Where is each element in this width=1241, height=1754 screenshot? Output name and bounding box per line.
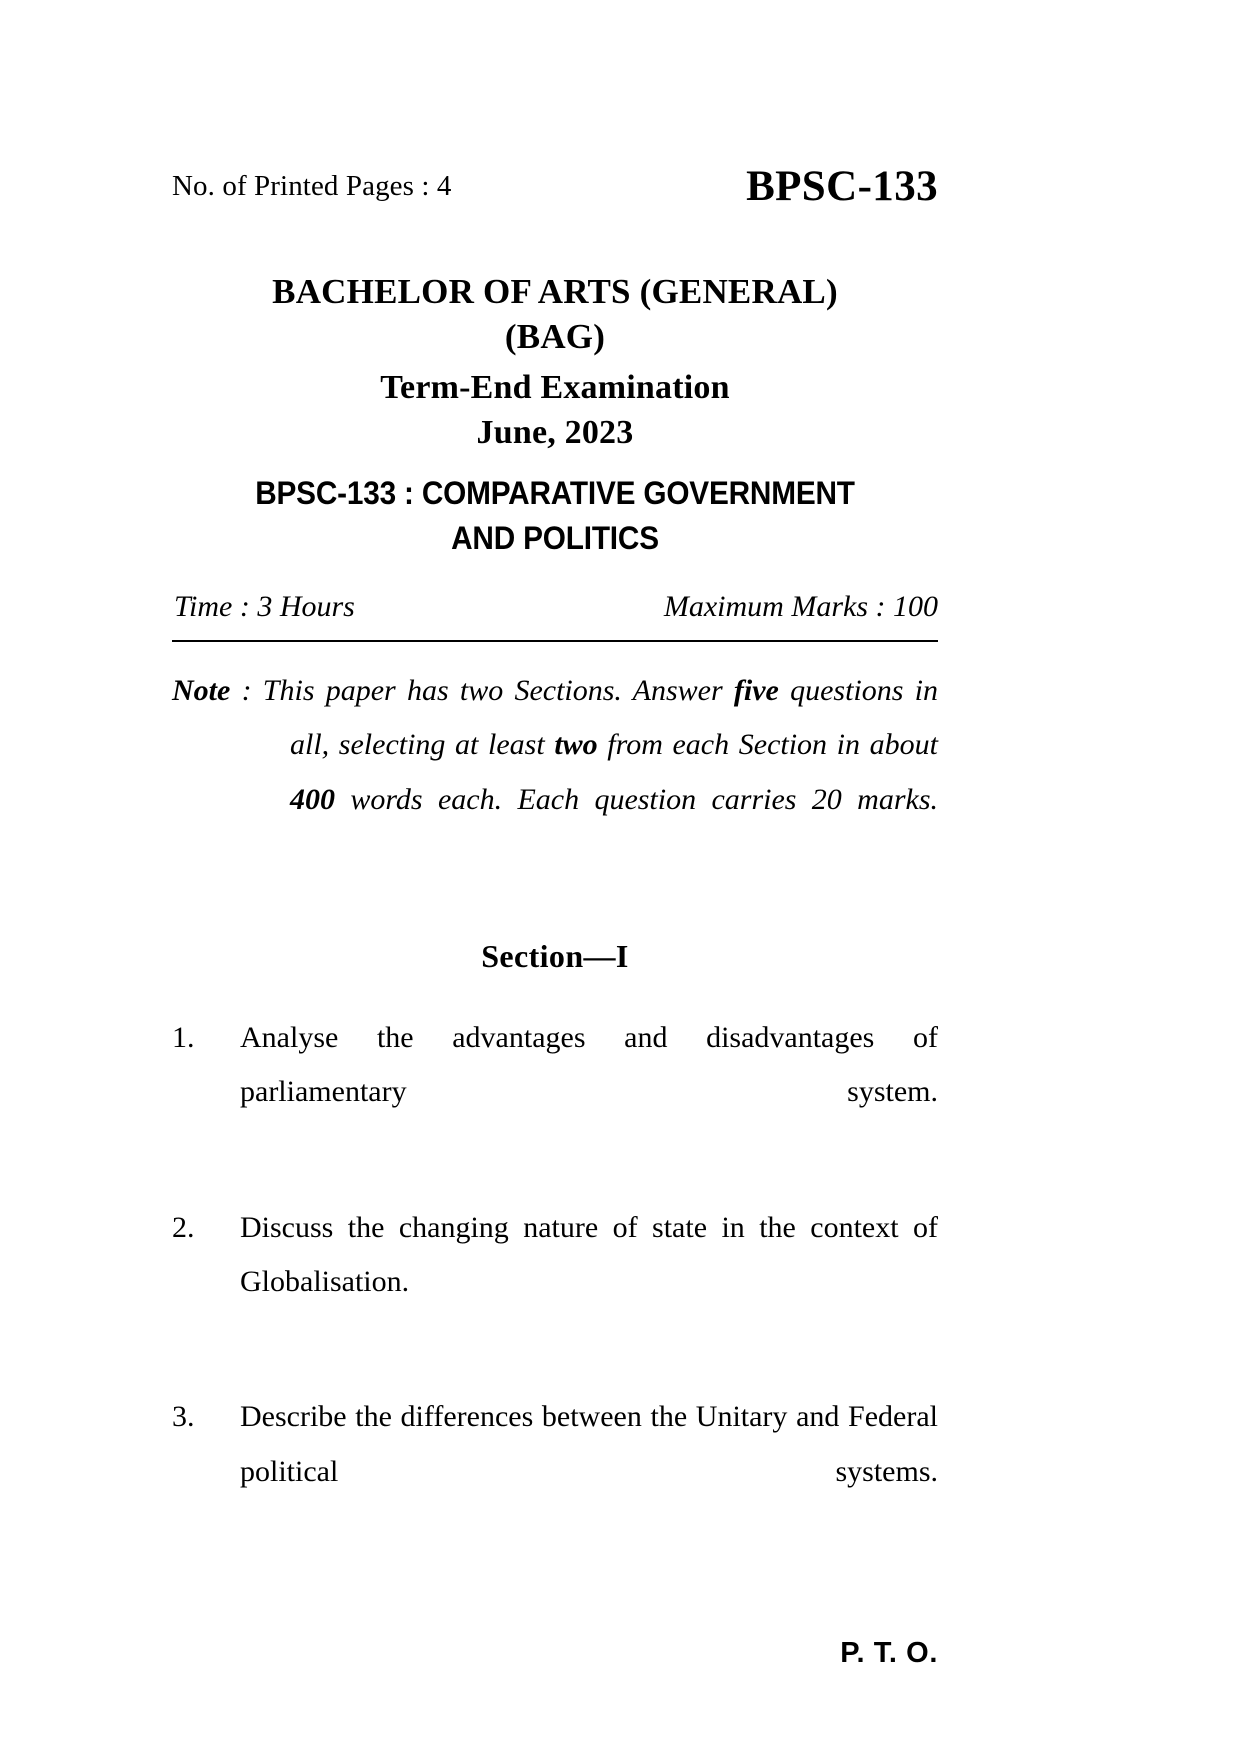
- note-label: Note: [172, 673, 231, 707]
- question-item: [172, 1390, 938, 1554]
- course-title-line-2: AND POLITICS: [451, 520, 659, 557]
- note-emphasis-400: 400: [290, 782, 335, 816]
- header-divider-rule: [172, 640, 938, 642]
- note-text-part-4: words each. Each question carries 20 marks.: [335, 782, 938, 816]
- question-text: Analyse the advantages and disadvantages of parliamentary system.: [240, 1020, 938, 1109]
- instructions-note: [172, 664, 938, 882]
- degree-abbreviation: (BAG): [504, 316, 606, 356]
- title-block: [172, 270, 938, 455]
- printed-pages-label: No. of Printed Pages : 4: [172, 170, 452, 202]
- note-text-part-1: This paper has two Sections. Answer: [262, 673, 734, 707]
- note-separator: :: [230, 673, 263, 707]
- degree-title: BACHELOR OF ARTS (GENERAL): [272, 272, 838, 311]
- question-number: 2.: [172, 1210, 195, 1244]
- examination-session: June, 2023: [476, 414, 634, 452]
- section-heading: Section—I: [481, 937, 629, 974]
- maximum-marks: Maximum Marks : 100: [663, 589, 938, 623]
- page-content: [172, 0, 938, 1669]
- exam-duration: Time : 3 Hours: [174, 589, 355, 623]
- course-code-heading: BPSC-133: [746, 163, 938, 210]
- question-text: Describe the differences between the Unitary and Federal political systems.: [240, 1400, 938, 1489]
- course-title-line-1: BPSC-133 : COMPARATIVE GOVERNMENT: [255, 474, 855, 511]
- note-text-part-2: questions in all, selecting at least: [290, 673, 938, 762]
- exam-meta-row: [172, 590, 938, 634]
- note-emphasis-five: five: [733, 673, 779, 707]
- question-item: [172, 1011, 938, 1175]
- document-header: [172, 162, 938, 232]
- page-turn-over-label: P. T. O.: [840, 1637, 938, 1669]
- question-number: 1.: [172, 1020, 195, 1054]
- question-item: [172, 1201, 938, 1365]
- question-list: [172, 1011, 938, 1554]
- course-title-block: [199, 471, 911, 562]
- note-text-part-3: from each Section in about: [597, 728, 938, 762]
- question-number: 3.: [172, 1400, 195, 1434]
- examination-type: Term-End Examination: [380, 368, 730, 406]
- question-text: Discuss the changing nature of state in the context of Globalisation.: [240, 1210, 938, 1299]
- note-emphasis-two: two: [554, 728, 598, 762]
